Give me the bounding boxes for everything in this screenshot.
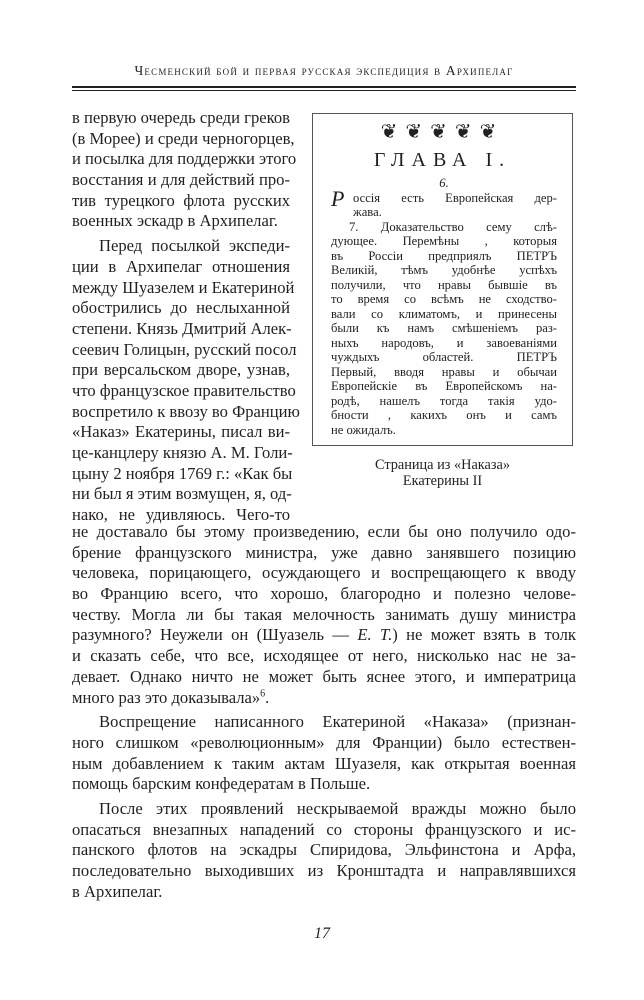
paragraph-2-continued — [72, 522, 576, 708]
figure-line: ныхъ народовъ, и завоеваніями — [331, 335, 557, 350]
text-line: степени. Князь Дмитрий Алек- — [72, 318, 292, 338]
left-column-text — [72, 108, 300, 526]
text-line: цыну 2 ноября 1769 г.: «Как бы — [72, 463, 293, 483]
paragraph-4 — [72, 799, 576, 902]
caption-line: Страница из «Наказа» — [374, 457, 511, 473]
article-number: 6. — [439, 176, 449, 190]
figure-line: оссія есть Европейская дер- — [353, 190, 557, 205]
paragraph-2-start — [72, 236, 300, 526]
text-line: между Шуазелем и Екатериной — [72, 277, 295, 297]
text-line: воспретило к ввозу во Францию — [72, 401, 300, 421]
figure-line: вали со климатомъ, и принесены — [331, 306, 557, 321]
text-line: ции в Архипелаг отношения — [72, 256, 290, 276]
text-fragment: . — [265, 687, 270, 707]
text-line: опасаться внезапных нападений со стороны французского и ис- — [72, 819, 576, 839]
text-line: что французское правительство — [72, 380, 296, 400]
figure-line: въ Россіи предприялъ ПЕТРЪ — [331, 248, 557, 263]
text-fragment: разумного? Неужели он (Шуазель — — [72, 625, 358, 645]
header-rule-thin — [72, 90, 576, 91]
text-line: при версальском дворе, узнав, — [72, 360, 290, 380]
figure-line: жава. — [353, 205, 382, 219]
figure-old-text — [331, 176, 557, 437]
text-line: в Архипелаг. — [72, 881, 163, 901]
text-line — [72, 688, 576, 709]
figure-line: Европейскіе въ Европейскомъ на- — [331, 379, 557, 393]
figure-line: родѣ, нашелъ тогда такія удо- — [331, 393, 557, 408]
text-line: во Францию всего, что хорошо, благородно и полезно челове- — [72, 584, 576, 604]
text-line: тив турецкого флота русских — [72, 190, 290, 210]
text-line: девает. Однако ничто не может быть яснее этого, и императрица — [72, 666, 576, 686]
text-line: человека, порицающего, осуждающего и воспрещающего к вводу — [72, 563, 576, 583]
author-initials: Е. Т. — [357, 625, 393, 645]
text-line: последовательно выходивших из Кронштадта и направлявшихся — [72, 861, 576, 880]
text-line: ного слишком «революционным» для Франции) было естествен- — [72, 732, 576, 752]
figure-caption — [312, 457, 573, 489]
text-line: ным добавлением к таким актам Шуазеля, как открытая военная — [72, 753, 576, 773]
nakaz-page-figure — [312, 113, 573, 446]
text-line: панского флотов на эскадры Спиридова, Эльфинстона и Арфа, — [72, 840, 576, 860]
text-line: брение французского министра, уже давно занявшего позицию — [72, 542, 576, 562]
running-header: Чесменский бой и первая русская экспедиция в Архипелаг — [134, 63, 514, 78]
text-fragment: ) не может взять в толк — [392, 625, 576, 645]
text-line: и сказать себе, что все, исходящее от него, нисколько нас не за- — [72, 646, 576, 666]
page-number: 17 — [314, 925, 330, 942]
figure-line: 7. Доказательство сему слѣ- — [349, 219, 557, 234]
text-line: в первую очередь среди греков — [72, 108, 290, 127]
paragraph-3 — [72, 712, 576, 795]
text-line: и посылка для поддержки этого — [72, 149, 297, 169]
text-line: це-канцлеру князю А. М. Голи- — [72, 443, 293, 462]
text-line: честву. Могла ли бы такая мелочность занимать душу министра — [72, 604, 576, 624]
text-fragment: много раз это доказывала» — [72, 687, 261, 707]
full-width-text — [72, 522, 576, 906]
figure-line: не ожидалъ. — [331, 422, 396, 437]
text-line — [72, 625, 576, 646]
footnote-reference[interactable]: 6 — [260, 687, 266, 699]
text-line: не доставало бы этому произведению, если бы оно получило одо- — [72, 522, 576, 541]
text-line: ни был я этим возмущен, я, од- — [72, 484, 292, 504]
figure-line: получили, что нравы бывшіе въ — [331, 277, 557, 292]
text-line: восстания и для действий про- — [72, 170, 290, 190]
paragraph-1 — [72, 108, 297, 232]
header-rule-thick — [72, 86, 576, 88]
figure-line: то время со всѣмъ не сходство- — [331, 292, 557, 306]
chapter-heading: ГЛАВА I. — [373, 149, 512, 171]
caption-line: Екатерины II — [402, 473, 483, 489]
text-line: Перед посылкой экспеди- — [99, 236, 290, 256]
text-line: После этих проявлений нескрываемой вражды можно было — [99, 798, 576, 818]
text-line: (в Морее) и среди черногорцев, — [72, 128, 295, 148]
text-line: обострились до неслыханной — [72, 298, 290, 318]
text-line: сеевич Голицын, русский посол — [72, 339, 297, 359]
text-line: помощь барским конфедератам в Польше. — [72, 774, 371, 794]
figure-line: дующее. Перемѣны , которыя — [331, 234, 557, 248]
text-line: нако, не удивляюсь. Чего-то — [72, 505, 290, 525]
text-line: «Наказ» Екатерины, писал ви- — [72, 422, 290, 442]
drop-cap: Р — [331, 186, 345, 211]
text-line: военных эскадр в Архипелаг. — [72, 211, 278, 231]
figure-line: Первый, вводя нравы и обычаи — [331, 364, 557, 379]
text-line: Воспрещение написанного Екатериной «Наказа» (признан- — [99, 712, 576, 732]
figure-line: Великій, тѣмъ удобнѣе успѣхъ — [331, 263, 557, 277]
figure-line: были къ намъ смѣшеніемъ раз- — [331, 321, 557, 335]
figure-line: чуждыхъ областей. ПЕТРЪ — [331, 350, 557, 364]
floral-ornament-icon: ❦❦❦❦❦ — [380, 121, 505, 143]
figure-line: бности , какихъ онъ и самъ — [331, 408, 557, 422]
